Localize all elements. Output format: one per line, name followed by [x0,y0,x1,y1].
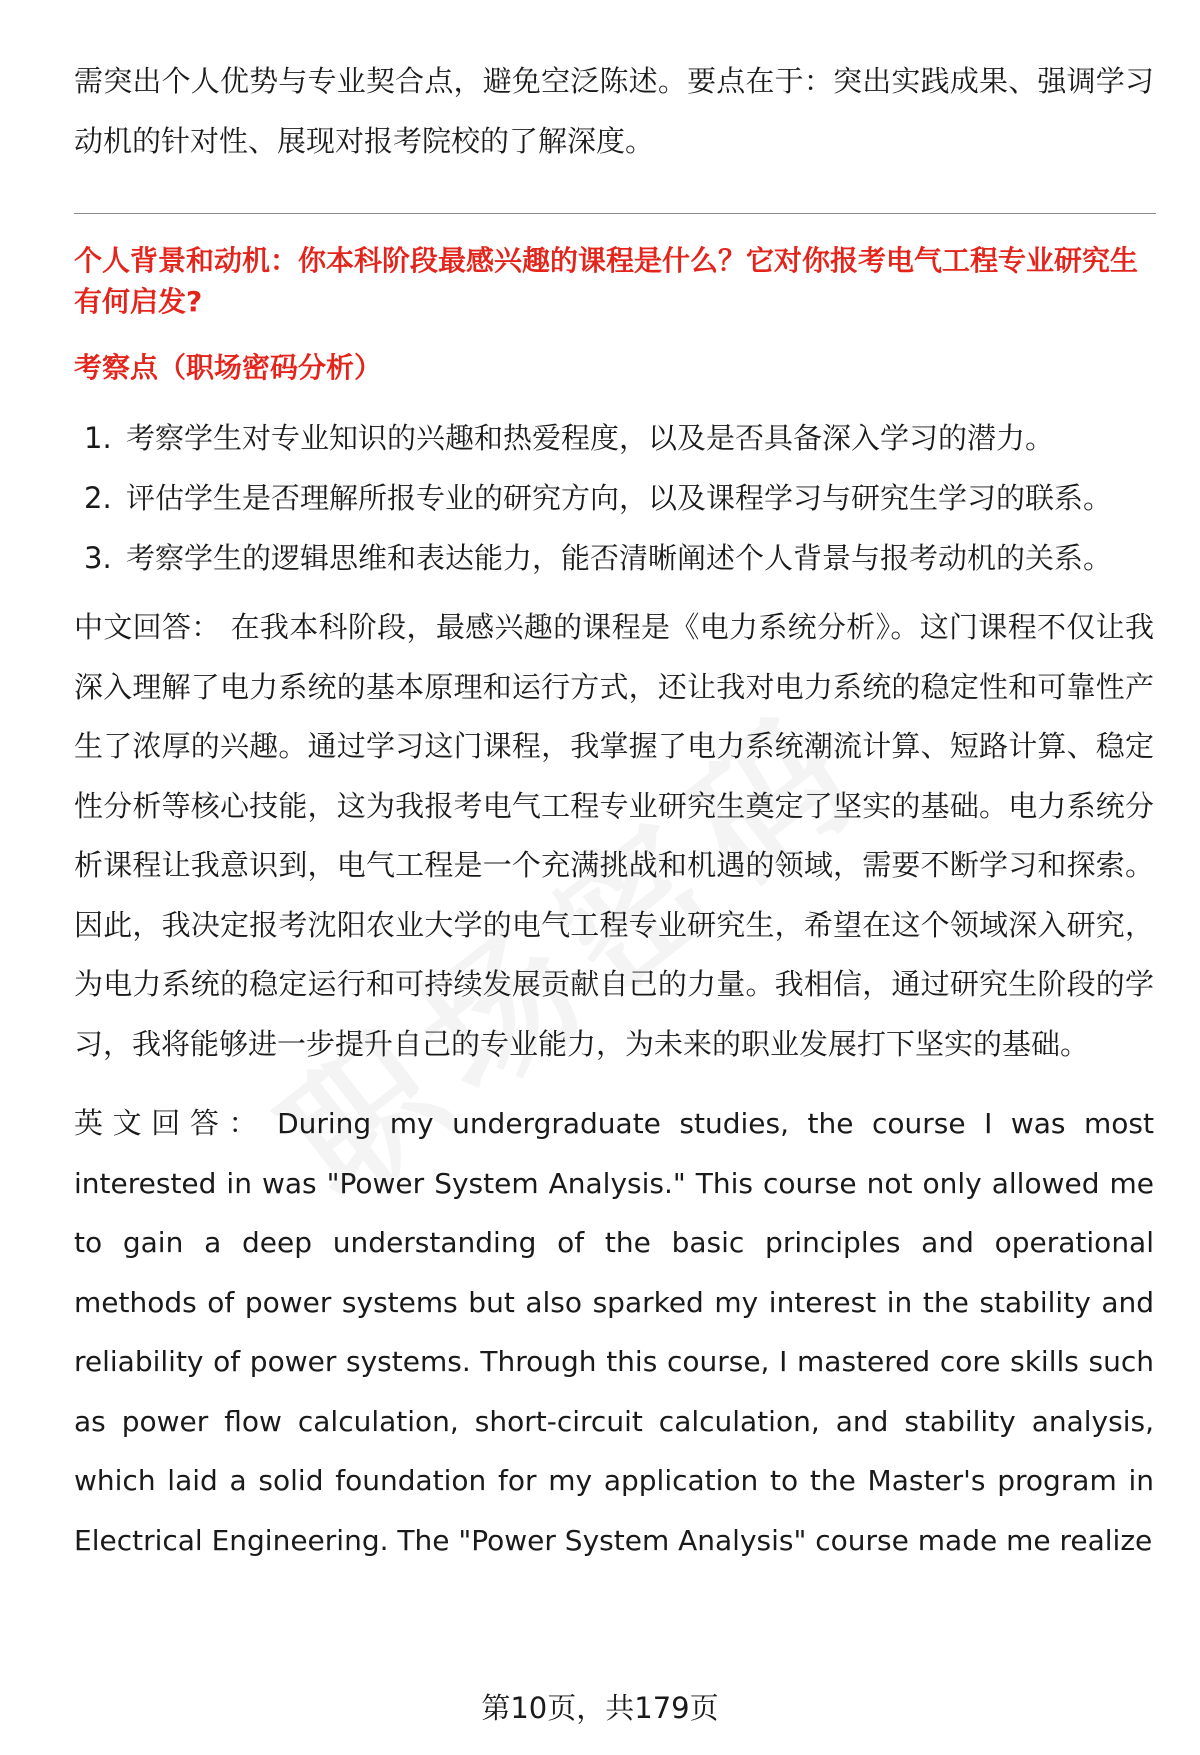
english-answer-label: 英文回答： [74,1106,268,1140]
assessment-point [74,528,1154,588]
assessment-heading: 考察点（职场密码分析） [74,351,383,384]
point-number: 2. [84,481,112,515]
page-footer: 第10页，共179页 [481,1691,719,1725]
assessment-point [74,408,1154,468]
question-title: 个人背景和动机：你本科阶段最感兴趣的课程是什么？它对你报考电气工程专业研究生有何启发? [74,244,1139,318]
chinese-answer [74,598,1154,1074]
assessment-point [74,468,1154,528]
page-content [74,52,1154,1570]
point-number: 3. [84,541,112,575]
point-text: 考察学生的逻辑思维和表达能力，能否清晰阐述个人背景与报考动机的关系。 [126,541,1113,575]
english-answer [74,1094,1154,1570]
english-answer-text: During my undergraduate studies, the course I was most interested in was "Power System Analysis." This course not only allowed me to gain a deep understanding of the basic principles and operational methods of power systems but also sparked my interest in the stability and reliability of power systems. Through this course, I mastered core skills such as power flow calculation, short-circuit calculation, and stability analysis, which laid a solid foundation for my application to the Master's program in Electrical Engineering. The "Power System Analysis" course made me realize [74,1107,1154,1557]
chinese-answer-text: 在我本科阶段，最感兴趣的课程是《电力系统分析》。这门课程不仅让我深入理解了电力系统的基本原理和运行方式，还让我对电力系统的稳定性和可靠性产生了浓厚的兴趣。通过学习这门课程，我掌握了电力系统潮流计算、短路计算、稳定性分析等核心技能，这为我报考电气工程专业研究生奠定了坚实的基础。电力系统分析课程让我意识到，电气工程是一个充满挑战和机遇的领域，需要不断学习和探索。因此，我决定报考沈阳农业大学的电气工程专业研究生，希望在这个领域深入研究，为电力系统的稳定运行和可持续发展贡献自己的力量。我相信，通过研究生阶段的学习，我将能够进一步提升自己的专业能力，为未来的职业发展打下坚实的基础。 [74,610,1154,1061]
chinese-answer-label: 中文回答： [74,610,221,644]
point-text: 考察学生对专业知识的兴趣和热爱程度，以及是否具备深入学习的潜力。 [126,421,1055,455]
intro-paragraph: 需突出个人优势与专业契合点，避免空泛陈述。要点在于：突出实践成果、强调学习动机的针对性、展现对报考院校的了解深度。 [74,64,1154,158]
point-text: 评估学生是否理解所报专业的研究方向，以及课程学习与研究生学习的联系。 [126,481,1113,515]
point-number: 1. [84,421,112,455]
assessment-points [74,408,1154,588]
section-divider [74,213,1156,214]
